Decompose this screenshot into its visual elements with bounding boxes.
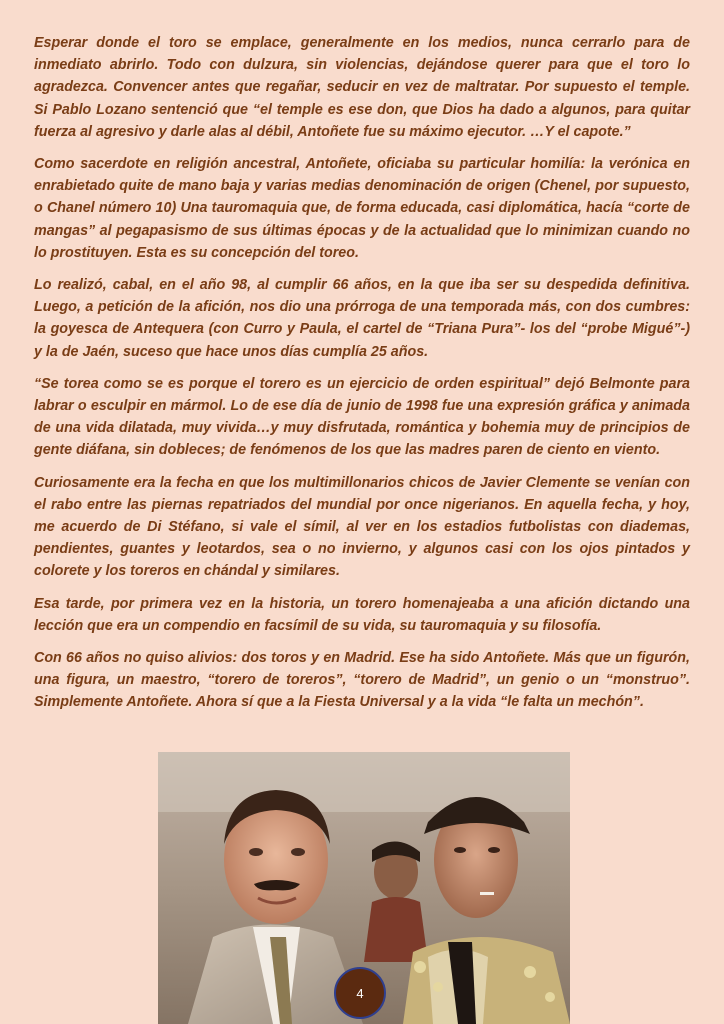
paragraph-1: Esperar donde el toro se emplace, generalmente en los medios, nunca cerrarlo para de inmediato abrirlo. Todo con dulzura, sin violencias, dejándose querer para que el toro lo agradezca. Convencer antes que regañar, seducir en vez de maltratar. Por supuesto el temple. Si Pablo Lozano sentenció que “el temple es ese don, que Dios ha dado a algunos, para quitar fuerza al agresivo y darle alas al débil, Antoñete fue su máximo ejecutor. …Y el capote.”	[34, 35, 690, 140]
paragraph-3: Lo realizó, cabal, en el año 98, al cumplir 66 años, en la que iba ser su despedida definitiva. Luego, a petición de la afición, nos dio una prórroga de una temporada más, con dos cumbres: la goyesca de Antequera (con Curro y Paula, el cartel de “Triana Pura”- los del “probe Migué”-) y la de Jaén, suceso que hace unos días cumplía 25 años.	[34, 277, 690, 360]
paragraph-6: Esa tarde, por primera vez en la historia, un torero homenajeaba a una afición dictando una lección que era un compendio en facsímil de su vida, su tauromaquia y su filosofía.	[34, 595, 690, 634]
paragraph-2: Como sacerdote en religión ancestral, Antoñete, oficiaba su particular homilía: la verónica en enrabietado quite de mano baja y varias medias denominación de origen (Chenel, por supuesto, o Chanel número 10) Una tauromaquia que, de forma educada, casi diplomática, hacía “corte de mangas” al pegapasismo de sus últimas épocas y de la actualidad que lo minimizan cuando no lo prostituyen. Esta es su concepción del toreo.	[34, 156, 690, 261]
paragraph-5: Curiosamente era la fecha en que los multimillonarios chicos de Javier Clemente se venían con el rabo entre las piernas repatriados del mundial por once nigerianos. En aquella fecha, y hoy, me acuerdo de Di Stéfano, si vale el símil, al ver en los estadios futbolistas con diademas, pendientes, guantes y leotardos, sea o no invierno, y algunos casi con los ojos pintados y colorete y los toreros en chándal y similares.	[34, 474, 690, 580]
paragraph-4: “Se torea como se es porque el torero es un ejercicio de orden espiritual” dejó Belmonte para labrar o esculpir en mármol. Lo de ese día de junio de 1998 fue una expresión gráfica y animada de una vida dilatada, muy vivida…y muy disfrutada, romántica y bohemia muy de principios de gente diáfana, sin dobleces; de fenómenos de los que las madres paren de ciento en viento.	[34, 375, 690, 459]
paragraph-7: Con 66 años no quiso alivios: dos toros y en Madrid. Ese ha sido Antoñete. Más que un figurón, una figura, un maestro, “torero de toreros”, “torero de Madrid”, un genio o un “monstruo”. Simplemente Antoñete. Ahora sí que a la Fiesta Universal y a la vida “le falta un mechón”.	[34, 650, 690, 711]
page-number-badge: 4	[334, 967, 386, 1019]
article-body	[34, 32, 690, 724]
